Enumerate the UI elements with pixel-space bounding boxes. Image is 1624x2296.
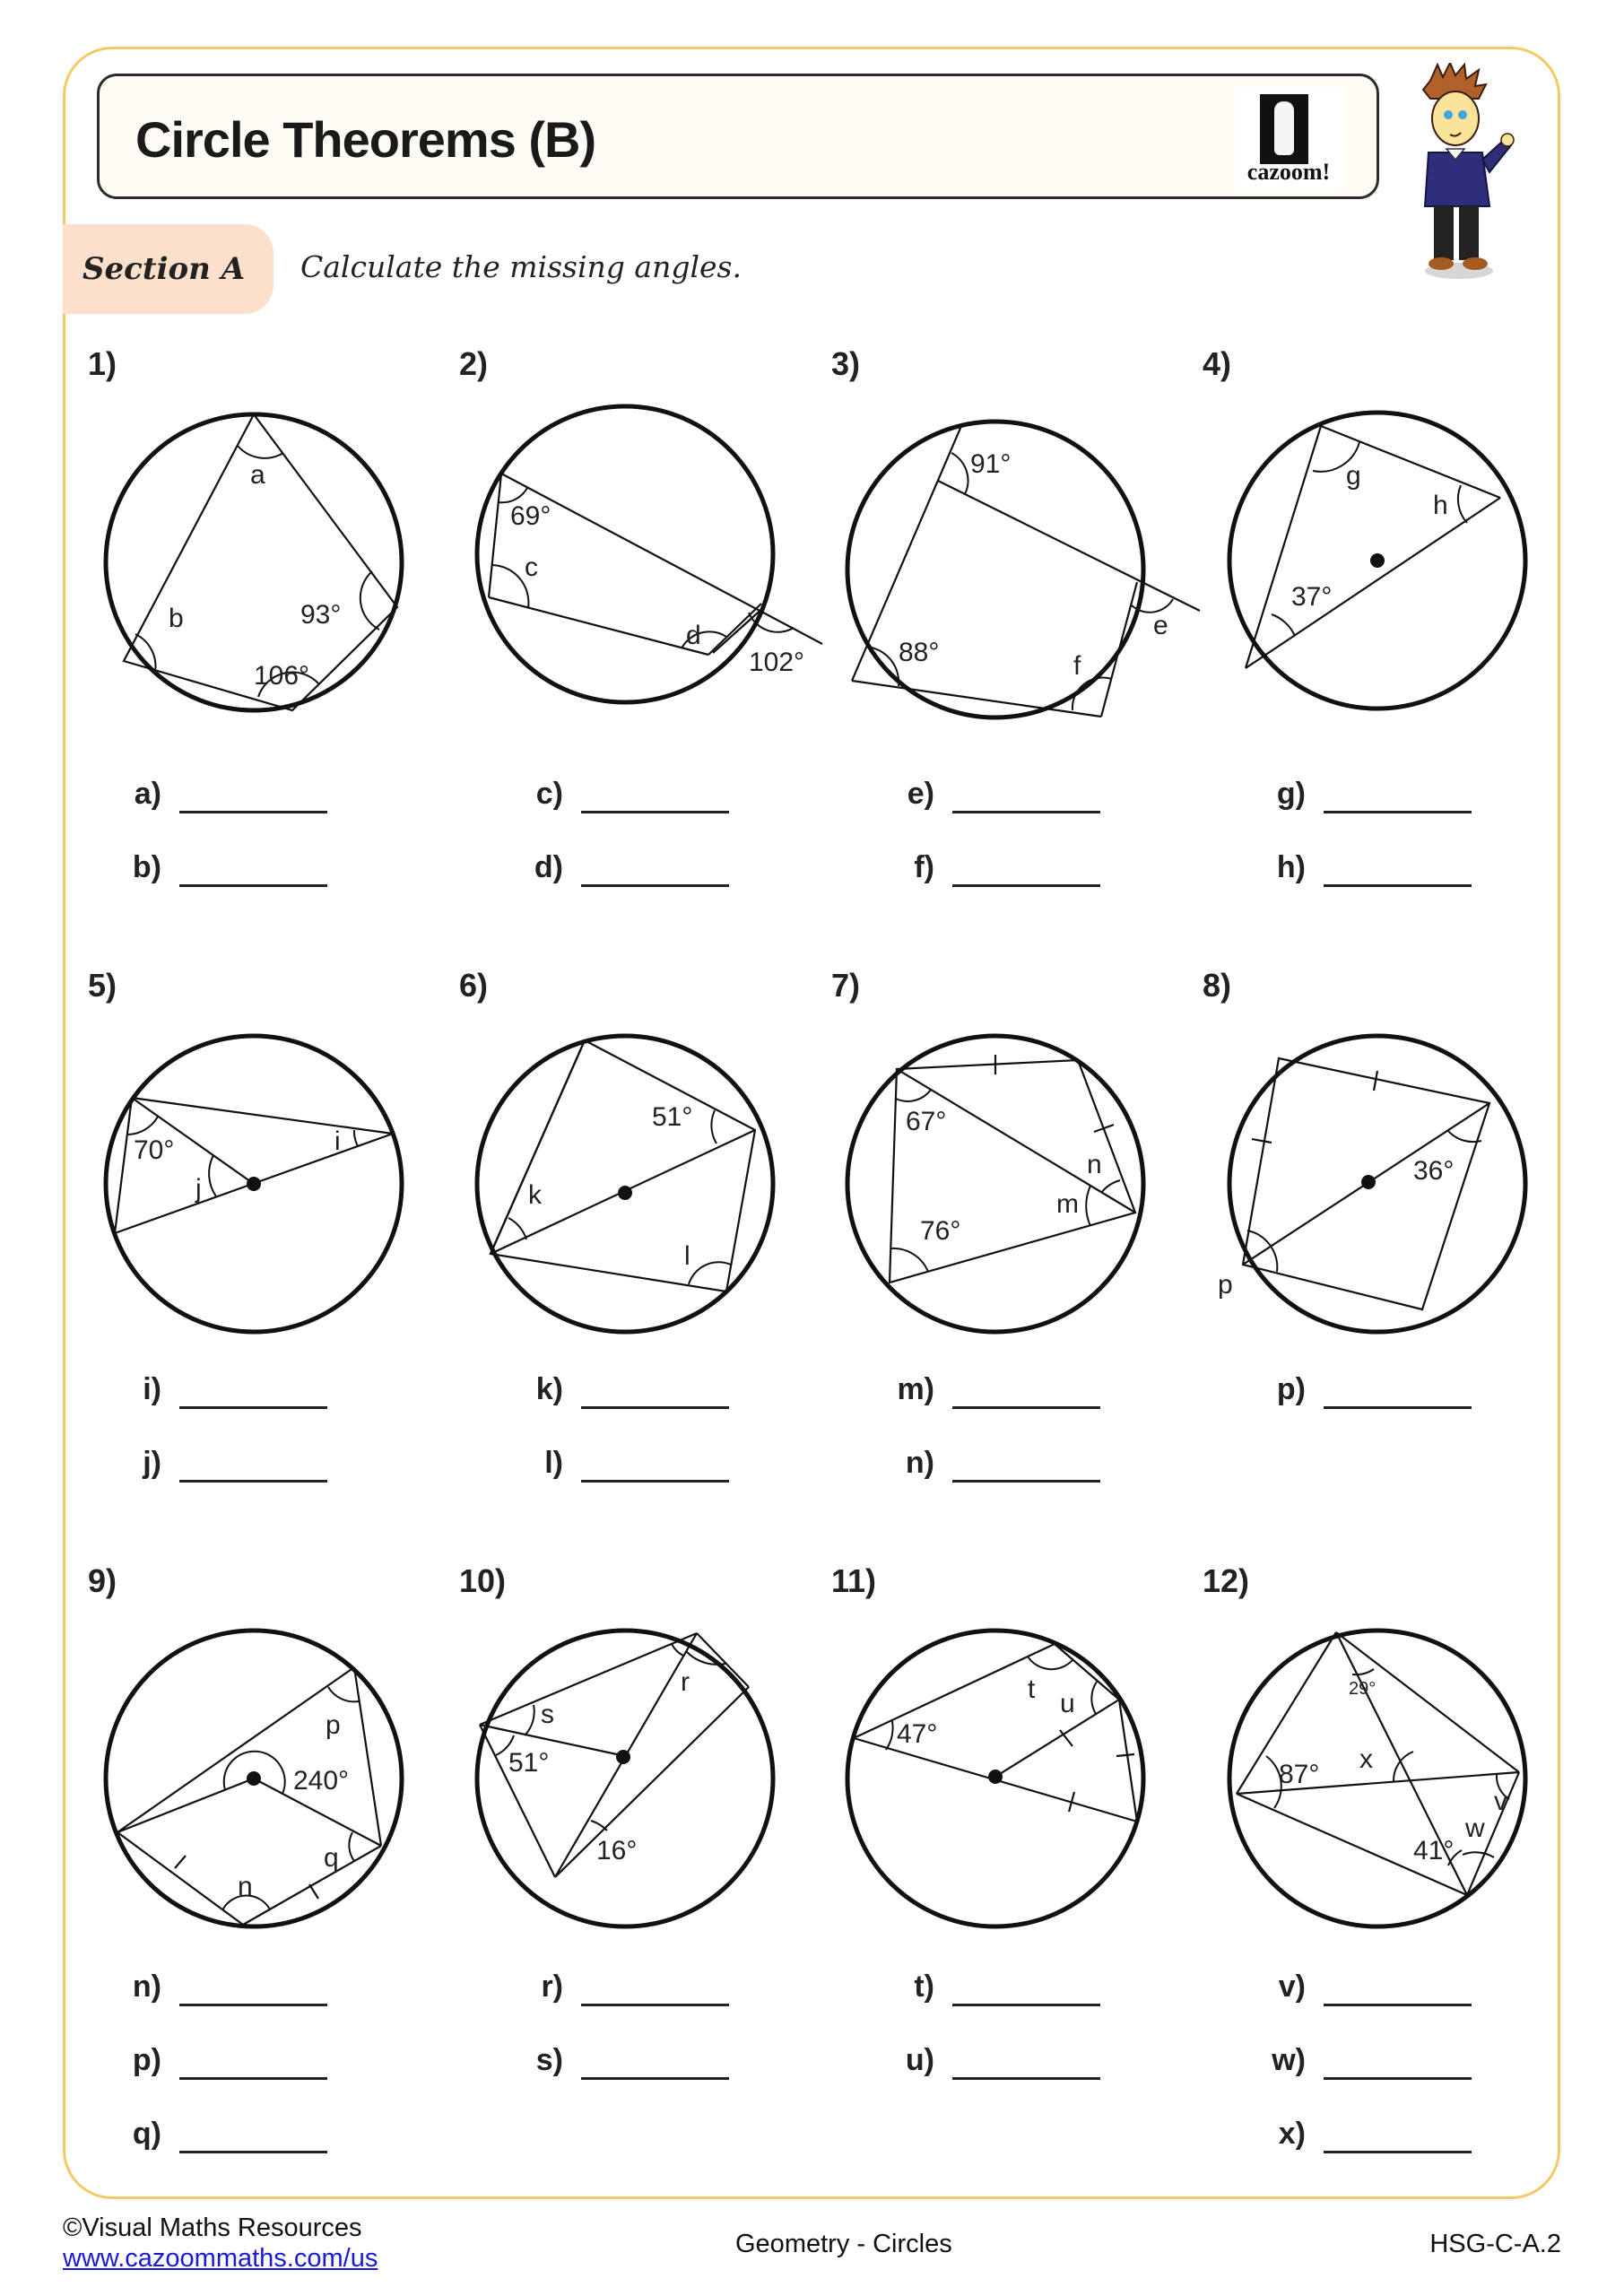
answer-line[interactable]	[179, 2004, 327, 2006]
label-36: 36°	[1413, 1156, 1455, 1186]
label-76: 76°	[920, 1216, 961, 1246]
label-q: q	[324, 1843, 339, 1873]
question-number: 12)	[1203, 1562, 1250, 1599]
instruction-text: Calculate the missing angles.	[300, 249, 742, 284]
diagram-q7	[816, 1004, 1175, 1363]
question-number: 2)	[459, 345, 489, 382]
label-69: 69°	[510, 501, 551, 531]
diagram-q10	[446, 1599, 804, 1958]
answer-line[interactable]	[1324, 811, 1472, 813]
question-number: 7)	[831, 967, 861, 1004]
label-m: m	[1056, 1189, 1079, 1219]
label-d: d	[686, 621, 701, 650]
answer-line[interactable]	[952, 811, 1100, 813]
title-box	[97, 74, 1379, 199]
label-16: 16°	[596, 1836, 638, 1866]
diagram-q4	[1198, 381, 1557, 740]
website-link[interactable]: www.cazoommaths.com/us	[63, 2244, 378, 2273]
question-number: 4)	[1203, 345, 1232, 382]
section-label: Section A	[83, 251, 246, 287]
answer-line[interactable]	[179, 1480, 327, 1483]
diagram-q5	[74, 1004, 433, 1363]
label-i: i	[334, 1126, 341, 1156]
label-h: h	[1433, 491, 1448, 520]
standard-code: HSG-C-A.2	[1429, 2230, 1561, 2258]
label-u: u	[1060, 1689, 1075, 1718]
label-93: 93°	[300, 600, 342, 630]
label-c: c	[525, 552, 538, 582]
label-87: 87°	[1279, 1760, 1320, 1789]
label-p: p	[1218, 1270, 1233, 1300]
answer-line[interactable]	[581, 884, 729, 887]
diagram-q12	[1198, 1599, 1557, 1958]
question-number: 5)	[88, 967, 117, 1004]
answer-line[interactable]	[179, 1406, 327, 1409]
answer-line[interactable]	[1324, 2004, 1472, 2006]
answer-line[interactable]	[179, 884, 327, 887]
label-n: n	[1087, 1150, 1102, 1179]
label-f: f	[1073, 651, 1081, 681]
label-b: b	[169, 604, 184, 633]
label-s: s	[541, 1700, 554, 1729]
answer-line[interactable]	[952, 2077, 1100, 2080]
topic-text: Geometry - Circles	[735, 2230, 952, 2258]
question-number: 9)	[88, 1562, 117, 1599]
label-k: k	[528, 1180, 542, 1210]
label-n: n	[238, 1872, 253, 1901]
diagram-q1	[74, 383, 433, 742]
label-r: r	[681, 1667, 690, 1697]
cazoom-logo	[1235, 87, 1342, 187]
label-l: l	[684, 1241, 690, 1271]
label-91: 91°	[970, 449, 1012, 479]
label-w: w	[1465, 1813, 1485, 1843]
page-title: Circle Theorems (B)	[135, 111, 596, 168]
diagram-q9	[74, 1599, 433, 1958]
answer-line[interactable]	[179, 2077, 327, 2080]
answer-line[interactable]	[1324, 1406, 1472, 1409]
question-number: 8)	[1203, 967, 1232, 1004]
label-v: v	[1494, 1787, 1507, 1816]
label-a: a	[250, 460, 265, 490]
diagram-q8	[1198, 1004, 1557, 1363]
logo-text: cazoom!	[1246, 159, 1331, 185]
label-37: 37°	[1291, 582, 1333, 612]
question-number: 6)	[459, 967, 489, 1004]
label-102: 102°	[749, 648, 805, 677]
answer-line[interactable]	[179, 2151, 327, 2153]
answer-line[interactable]	[581, 2004, 729, 2006]
label-67: 67°	[906, 1107, 947, 1136]
answer-line[interactable]	[1324, 884, 1472, 887]
answer-line[interactable]	[952, 2004, 1100, 2006]
label-x: x	[1359, 1744, 1373, 1774]
label-e: e	[1153, 611, 1168, 640]
answer-line[interactable]	[581, 2077, 729, 2080]
label-70: 70°	[134, 1135, 175, 1165]
answer-line[interactable]	[581, 1406, 729, 1409]
copyright-text: ©Visual Maths Resources	[63, 2213, 362, 2242]
label-240: 240°	[293, 1766, 350, 1796]
mascot-illustration	[1403, 63, 1515, 283]
label-g: g	[1346, 461, 1361, 491]
question-number: 3)	[831, 345, 861, 382]
label-29: 29°	[1349, 1679, 1376, 1699]
drum-icon	[1260, 94, 1308, 164]
label-t: t	[1028, 1674, 1036, 1704]
question-number: 11)	[831, 1562, 877, 1599]
question-number: 10)	[459, 1562, 507, 1599]
answer-line[interactable]	[952, 884, 1100, 887]
diagram-q2	[446, 375, 804, 734]
answer-line[interactable]	[179, 811, 327, 813]
label-47: 47°	[897, 1719, 938, 1749]
label-j: j	[195, 1174, 202, 1204]
label-88: 88°	[899, 638, 940, 667]
answer-line[interactable]	[952, 1480, 1100, 1483]
diagram-q6	[446, 1004, 804, 1363]
question-number: 1)	[88, 345, 117, 382]
answer-line[interactable]	[1324, 2151, 1472, 2153]
section-tab	[63, 224, 274, 314]
answer-line[interactable]	[1324, 2077, 1472, 2080]
diagram-q11	[816, 1599, 1175, 1958]
diagram-q3	[816, 390, 1175, 749]
label-51: 51°	[652, 1102, 693, 1132]
label-51: 51°	[508, 1748, 550, 1778]
answer-line[interactable]	[581, 1480, 729, 1483]
answer-line[interactable]	[581, 811, 729, 813]
label-p: p	[326, 1710, 341, 1740]
label-106: 106°	[254, 661, 310, 691]
label-41: 41°	[1413, 1836, 1455, 1866]
answer-line[interactable]	[952, 1406, 1100, 1409]
